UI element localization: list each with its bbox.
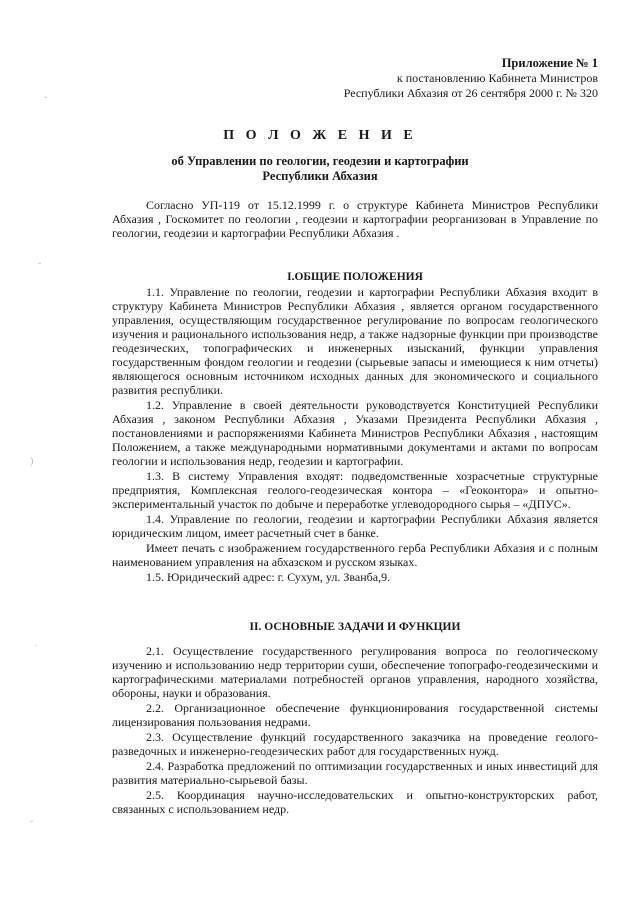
- intro-block: [112, 198, 598, 241]
- appendix-title: Приложение № 1: [501, 56, 598, 70]
- document-subtitle: [0, 154, 640, 184]
- paragraph-1-5: 1.5. Юридический адрес: г. Сухум, ул. Званба,9.: [146, 570, 391, 584]
- document-title: П О Л О Ж Е Н И Е: [223, 128, 417, 143]
- paragraph-1-4-seal: Имеет печать с изображением государственного герба Республики Абхазия и с полным наименованием управления на абхазском и русском языках.: [112, 541, 598, 569]
- paragraph-2-1: 2.1. Осуществление государственного регулирования вопроса по геологическому изучению и использованию недр территории суши, обеспечение топографо-геодезическими и картографическими материалами потребностей органов управления, народного хозяйства, обороны, науки и образования.: [112, 644, 598, 700]
- paragraph-1-3: 1.3. В систему Управления входят: подведомственные хозрасчетные структурные предприятия, Комплексная геолого-геодезическая контора – «Геоконтора» и опытно-экспериментальный участок по добыче и переработке углеводородного сырья – «ДПУС».: [112, 469, 598, 511]
- scan-speck: ): [30, 456, 34, 467]
- scan-speck: ˘: [38, 262, 42, 273]
- subtitle-line-2: Республики Абхазия: [262, 169, 378, 183]
- scan-speck: ˙: [34, 644, 38, 655]
- paragraph-1-1: 1.1. Управление по геологии, геодезии и картографии Республики Абхазия входит в структуру Кабинета Министров Республики Абхазия , является органом государственного управления, осуществляющим государственное регулирование по вопросам геологического изучения и рационального использования недр, а также надзорные функции при производстве геодезических, топографических и инженерных изысканий, функции управления государственным фондом геологии и геодезии (сырьевые запасы и имеющиеся к ним отчеты) являющегося основным источником исходных данных для экономического и социального развития республики.: [112, 285, 598, 397]
- scan-speck: ˇ: [44, 96, 48, 107]
- paragraph-2-5: 2.5. Координация научно-исследовательских и опытно-конструкторских работ, связанных с использованием недр.: [112, 788, 598, 816]
- paragraph-1-2: 1.2. Управление в своей деятельности руководствуется Конституцией Республики Абхазия , законом Республики Абхазия , Указами Президента Республики Абхазия , постановлениями и распоряжениями Кабинета Министров Республики Абхазия , настоящим Положением, а также международными нормативными документами и актами по вопросам геологии и использования недр, геодезии и картографии.: [112, 398, 598, 468]
- paragraph-1-4: 1.4. Управление по геологии, геодезии и картографии Республики Абхазия является юридическим лицом, имеет расчетный счет в банке.: [112, 512, 598, 540]
- section-main-tasks: [112, 620, 598, 817]
- section-2-heading: II. ОСНОВНЫЕ ЗАДАЧИ И ФУНКЦИИ: [249, 621, 461, 633]
- paragraph-2-3: 2.3. Осуществление функций государственного заказчика на проведение геолого-разведочных и инженерно-геодезических работ для государственных нужд.: [112, 730, 598, 758]
- paragraph-2-2: 2.2. Организационное обеспечение функционирования государственной системы лицензирования пользования недрами.: [112, 701, 598, 729]
- appendix-line-1: к постановлению Кабинета Министров: [396, 71, 598, 85]
- appendix-line-2: Республики Абхазия от 26 сентября 2000 г. № 320: [343, 86, 598, 100]
- scan-speck: ˘: [30, 820, 34, 831]
- section-general-provisions: [112, 270, 598, 585]
- paragraph-2-4: 2.4. Разработка предложений по оптимизации государственных и иных инвестиций для развития материально-сырьевой базы.: [112, 759, 598, 787]
- intro-paragraph: Согласно УП-119 от 15.12.1999 г. о структуре Кабинета Министров Республики Абхазия , Госкомитет по геологии , геодезии и картографии реорганизован в Управление по геологии, геодезии и картографии Республики Абхазия .: [112, 198, 598, 240]
- appendix-header: [344, 56, 598, 101]
- section-1-heading: I.ОБЩИЕ ПОЛОЖЕНИЯ: [287, 271, 423, 283]
- subtitle-line-1: об Управлении по геологии, геодезии и картографии: [171, 154, 469, 168]
